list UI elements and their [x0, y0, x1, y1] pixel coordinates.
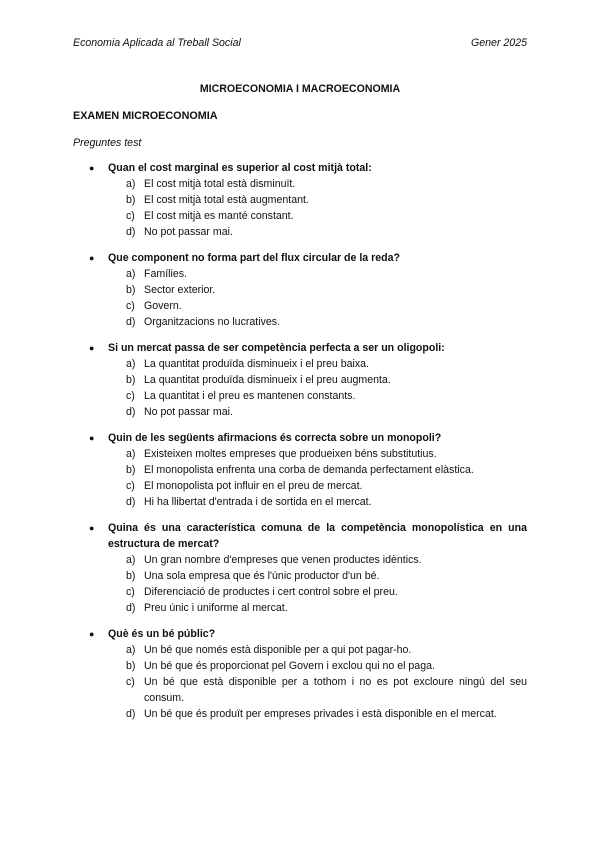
option-list: [73, 266, 527, 330]
bullet-icon: ●: [89, 433, 95, 443]
option-a: a) Un gran nombre d'empreses que venen productes idèntics.: [126, 554, 422, 566]
option-d: d) Organitzacions no lucratives.: [126, 316, 281, 328]
option-d: d) No pot passar mai.: [126, 406, 233, 418]
question-list: [73, 160, 527, 732]
option-list: [73, 446, 527, 510]
bullet-icon: ●: [89, 253, 95, 263]
option-b: b) El monopolista enfrenta una corba de demanda perfectament elàstica.: [126, 464, 474, 476]
header-course-title: Economia Aplicada al Treball Social: [73, 37, 241, 49]
option-list: [73, 552, 527, 616]
option-b: b) Una sola empresa que és l'únic productor d'un bé.: [126, 570, 380, 582]
option-list: [73, 176, 527, 240]
question-text: ● Si un mercat passa de ser competència perfecta a ser un oligopoli:: [89, 342, 445, 354]
question-text: ● Quan el cost marginal es superior al cost mitjà total:: [89, 162, 372, 174]
option-b: b) Un bé que és proporcionat pel Govern i exclou qui no el paga.: [126, 660, 435, 672]
bullet-icon: ●: [89, 629, 95, 639]
question-4: [73, 430, 527, 510]
option-b: b) Sector exterior.: [126, 284, 216, 296]
option-a: a) El cost mitjà total està disminuït.: [126, 178, 296, 190]
header-date: Gener 2025: [471, 37, 527, 49]
option-b: b) El cost mitjà total està augmentant.: [126, 194, 309, 206]
subsection-heading: Preguntes test: [73, 137, 142, 149]
question-2: [73, 250, 527, 330]
option-c: c) Govern.: [126, 300, 182, 312]
option-list: [73, 356, 527, 420]
option-list: [73, 642, 527, 722]
option-d: d) Un bé que és produït per empreses privades i està disponible en el mercat.: [126, 708, 497, 720]
question-1: [73, 160, 527, 240]
option-c: c) El cost mitjà es manté constant.: [126, 210, 294, 222]
bullet-icon: ●: [89, 523, 95, 533]
option-a: a) Existeixen moltes empreses que produeixen béns substitutius.: [126, 448, 437, 460]
question-text: ● Què és un bé públic?: [89, 628, 216, 640]
question-6: [73, 626, 527, 722]
section-heading: EXAMEN MICROECONOMIA: [73, 110, 218, 122]
question-text: ● Que component no forma part del flux circular de la reda?: [89, 252, 400, 264]
document-title: MICROECONOMIA I MACROECONOMIA: [199, 83, 401, 95]
option-d: d) No pot passar mai.: [126, 226, 233, 238]
question-text: ● Quina és una característica comuna de la competència monopolística en una estructura de mercat?: [89, 522, 527, 550]
option-c: c) El monopolista pot influir en el preu de mercat.: [126, 480, 363, 492]
option-a: a) Un bé que només està disponible per a qui pot pagar-ho.: [126, 644, 412, 656]
question-text: ● Quin de les següents afirmacions és correcta sobre un monopoli?: [89, 432, 442, 444]
option-c: c) Un bé que està disponible per a tothom i no es pot excloure ningú del seu consum.: [126, 676, 527, 704]
option-d: d) Hi ha llibertat d'entrada i de sortida en el mercat.: [126, 496, 372, 508]
bullet-icon: ●: [89, 163, 95, 173]
option-b: b) La quantitat produïda disminueix i el preu augmenta.: [126, 374, 391, 386]
option-a: a) Famílies.: [126, 268, 187, 280]
option-d: d) Preu únic i uniforme al mercat.: [126, 602, 288, 614]
option-a: a) La quantitat produïda disminueix i el preu baixa.: [126, 358, 369, 370]
option-c: c) Diferenciació de productes i cert control sobre el preu.: [126, 586, 398, 598]
question-5: [73, 520, 527, 616]
question-3: [73, 340, 527, 420]
bullet-icon: ●: [89, 343, 95, 353]
option-c: c) La quantitat i el preu es mantenen constants.: [126, 390, 356, 402]
